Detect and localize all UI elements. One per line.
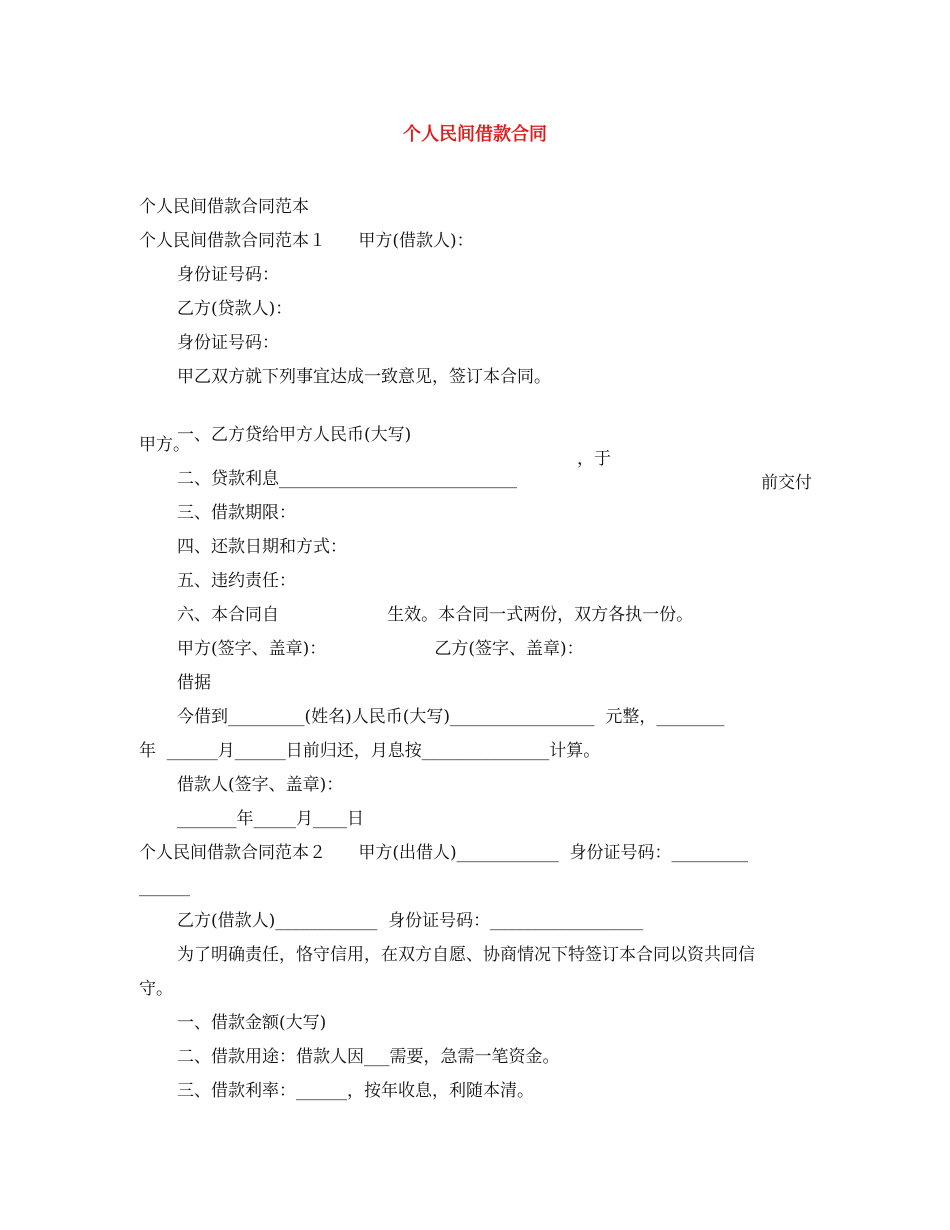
clause-1-date: ，于 [577, 449, 611, 469]
text-line: 五、违约责任： [177, 571, 296, 591]
text-line: 借款人(签字、盖章)： [177, 775, 344, 795]
text-line: 甲方。 [139, 435, 190, 455]
text-line: 个人民间借款合同范本１ 甲方(借款人)： [139, 231, 474, 251]
text-line: 守。 [139, 979, 173, 999]
text-line: 身份证号码： [177, 333, 279, 353]
text-line: 身份证号码： [177, 265, 279, 285]
text-line: 年 ______月______日前归还，月息按_______________计算。 [139, 741, 601, 761]
clause-1-deliver: 前交付 [761, 473, 812, 493]
text-line: 为了明确责任，恪守信用，在双方自愿、协商情况下特签订本合同以资共同信 [177, 945, 755, 965]
text-line: 六、本合同自 生效。本合同一式两份，双方各执一份。 [177, 605, 694, 625]
text-line: 乙方(贷款人)： [177, 299, 293, 319]
clause-1-amount: 一、乙方贷给甲方人民币(大写) [177, 425, 412, 445]
section-heading: 借据 [177, 673, 211, 693]
text-line: 二、借款用途：借款人因___需要，急需一笔资金。 [177, 1047, 560, 1067]
text-line: 一、借款金额(大写) [177, 1013, 327, 1033]
text-line: 二、贷款利息____________________________ [177, 469, 517, 489]
text-line: 今借到_________(姓名)人民币(大写)_________________ 元整，________ [177, 707, 725, 727]
text-line: 甲乙双方就下列事宜达成一致意见，签订本合同。 [177, 367, 551, 387]
document-title: 个人民间借款合同 [403, 124, 547, 145]
text-line: 三、借款期限： [177, 503, 296, 523]
text-line: 个人民间借款合同范本２ 甲方(出借人)____________ 身份证号码：_________ [139, 843, 748, 863]
text-line: 个人民间借款合同范本 [139, 197, 309, 217]
text-line: 三、借款利率：______，按年收息，利随本清。 [177, 1081, 534, 1101]
date-line: _______年_____月____日 [177, 809, 364, 829]
text-line: 四、还款日期和方式： [177, 537, 347, 557]
text-line: ______ [139, 877, 190, 897]
text-line: 乙方(借款人)____________ 身份证号码：__________________ [177, 911, 644, 931]
signature-line: 甲方(签字、盖章)： 乙方(签字、盖章)： [177, 639, 584, 659]
